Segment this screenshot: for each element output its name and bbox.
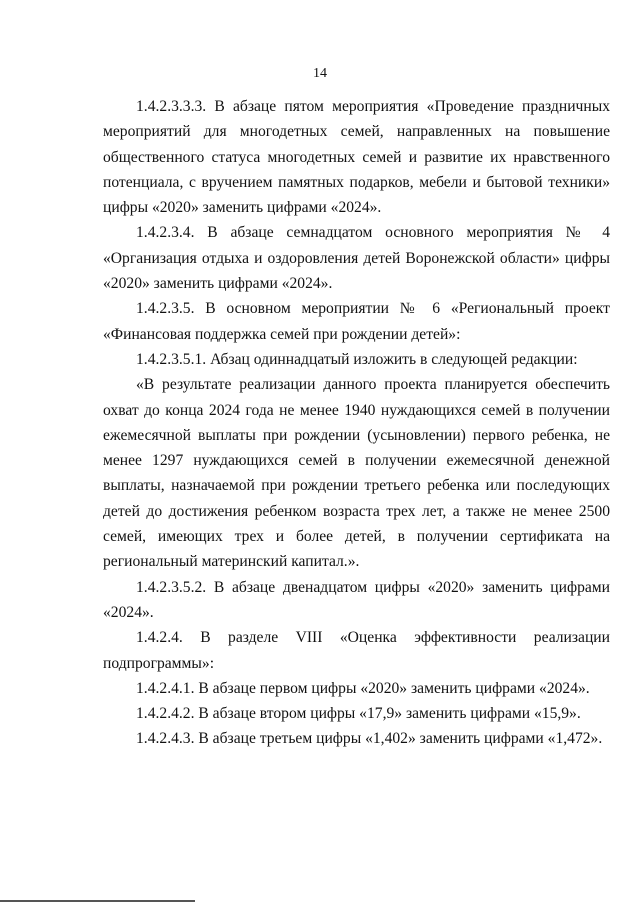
page-number: 14	[313, 66, 327, 81]
paragraph-1-4-2-3-5: 1.4.2.3.5. В основном мероприятии № 6 «Региональный проект «Финансовая поддержка семей при рождении детей»:	[103, 300, 610, 343]
paragraph-1-4-2-4-3: 1.4.2.4.3. В абзаце третьем цифры «1,402» заменить цифрами «1,472».	[136, 730, 603, 748]
document-body	[103, 94, 610, 752]
paragraph-1-4-2-4-2: 1.4.2.4.2. В абзаце втором цифры «17,9» заменить цифрами «15,9».	[136, 705, 581, 723]
paragraph-1-4-2-4-1: 1.4.2.4.1. В абзаце первом цифры «2020» заменить цифрами «2024».	[136, 679, 590, 697]
paragraph-1-4-2-4: 1.4.2.4. В разделе VIII «Оценка эффективности реализации подпрограммы»:	[103, 629, 610, 672]
paragraph-1-4-2-3-3-3: 1.4.2.3.3.3. В абзаце пятом мероприятия «Проведение праздничных мероприятий для многодетных семей, направленных на повышение общественного статуса многодетных семей и развитие их нравственного потенциала, с вручением памятных подарков, мебели и бытовой техники» цифры «2020» заменить цифрами «2024».	[103, 98, 610, 217]
paragraph-quoted-text: «В результате реализации данного проекта планируется обеспечить охват до конца 2024 года не менее 1940 нуждающихся семей в получении ежемесячной выплаты при рождении (усыновлении) первого ребенка, не менее 1297 нуждающихся семей в получении ежемесячной денежной выплаты, назначаемой при рождении третьего ребенка или последующих детей до достижения ребенком возраста трех лет, а также не менее 2500 семей, имеющих трех и более детей, в получении сертификата на региональный материнский капитал.».	[103, 376, 610, 571]
paragraph-1-4-2-3-5-1: 1.4.2.3.5.1. Абзац одиннадцатый изложить в следующей редакции:	[136, 350, 578, 368]
paragraph-1-4-2-3-4: 1.4.2.3.4. В абзаце семнадцатом основного мероприятия № 4 «Организация отдыха и оздоровления детей Воронежской области» цифры «2020» заменить цифрами «2024».	[103, 224, 610, 293]
paragraph-1-4-2-3-5-2: 1.4.2.3.5.2. В абзаце двенадцатом цифры «2020» заменить цифрами «2024».	[103, 578, 610, 621]
